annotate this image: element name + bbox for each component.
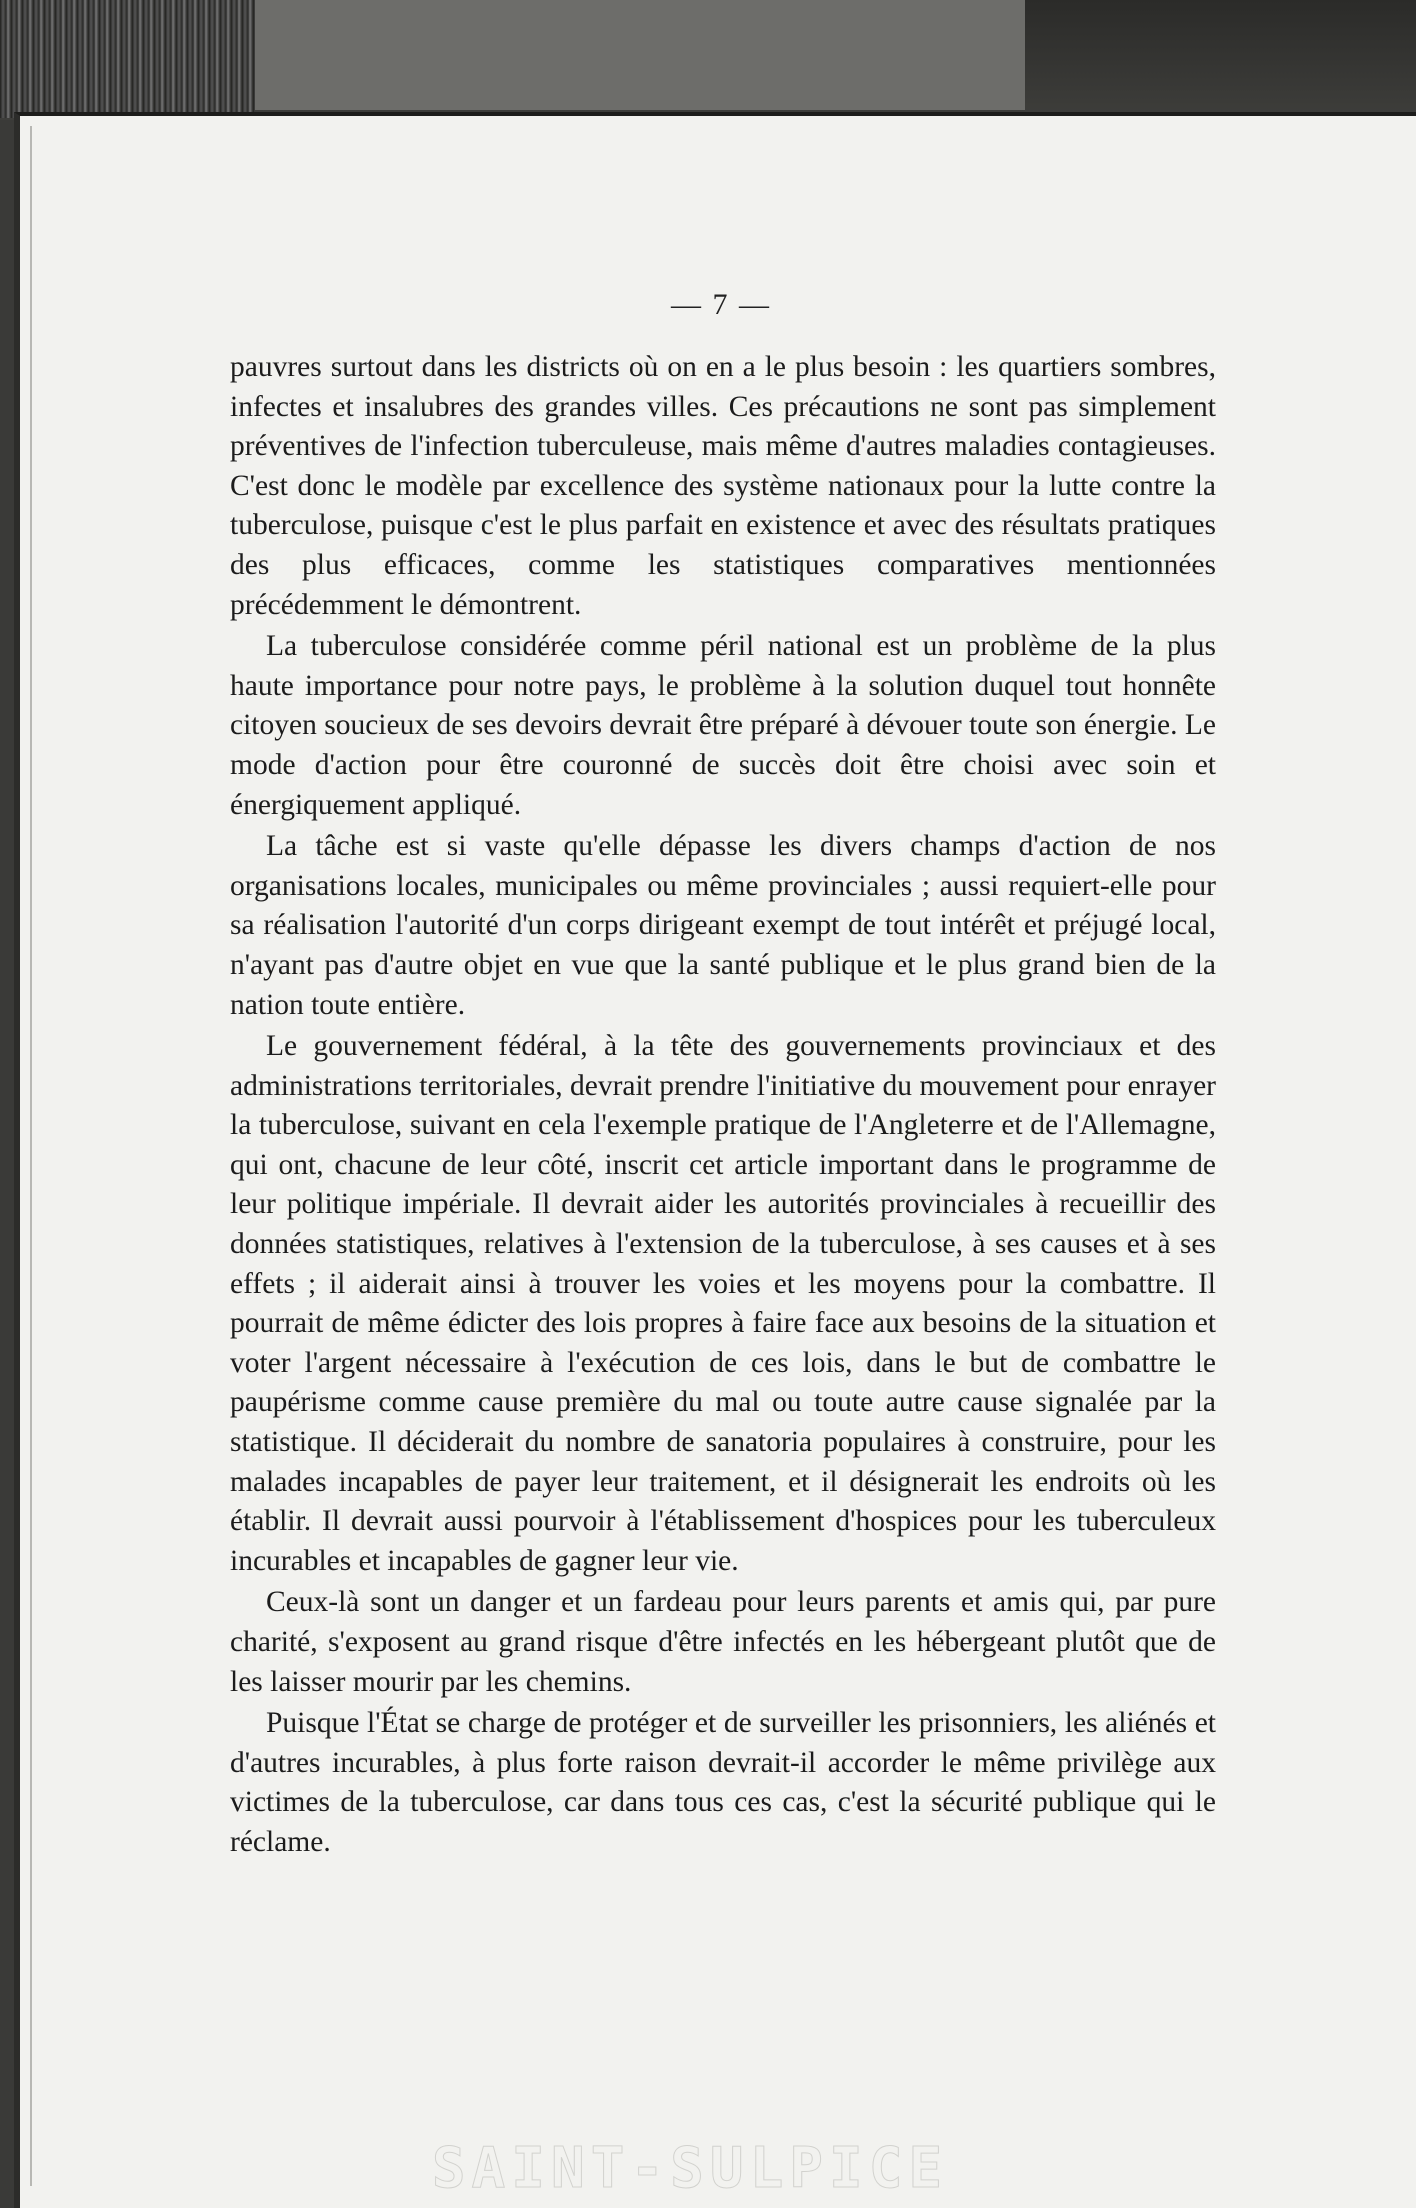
body-text (230, 348, 1216, 1865)
paragraph-5: Ceux-là sont un danger et un fardeau pour leurs parents et amis qui, par pure charité, s'exposent au grand risque d'être infectés en les hébergeant plutôt que de les laisser mourir par les chemins. (230, 1586, 1216, 1698)
page-fold-shadow (30, 126, 32, 2186)
book-binding (0, 0, 255, 118)
library-perforation-stamp: SAINT-SULPICE (431, 2136, 949, 2201)
facing-page-edge (255, 0, 1025, 110)
paragraph-1: pauvres surtout dans les districts où on en a le plus besoin : les quartiers sombres, infectes et insalubres des grandes villes. Ces précautions ne sont pas simplement préventives de l'infection tuberculeuse, mais même d'autres maladies contagieuses. C'est donc le modèle par excellence des système nationaux pour la lutte contre la tuberculose, puisque c'est le plus parfait en existence et avec des résultats pratiques des plus efficaces, comme les statistiques comparatives mentionnées précédemment le démontrent. (230, 351, 1216, 621)
paragraph-4: Le gouvernement fédéral, à la tête des gouvernements provinciaux et des administrations territoriales, devrait prendre l'initiative du mouvement pour enrayer la tuberculose, suivant en cela l'exemple pratique de l'Angleterre et de l'Allemagne, qui ont, chacune de leur côté, inscrit cet article important dans le programme de leur politique impériale. Il devrait aider les autorités provinciales à recueillir des données statistiques, relatives à l'extension de la tuberculose, à ses causes et à ses effets ; il aiderait ainsi à trouver les voies et les moyens pour la combattre. Il pourrait de même édicter des lois propres à faire face aux besoins de la situation et voter l'argent nécessaire à l'exécution de ces lois, dans le but de combattre le paupérisme comme cause première du mal ou toute autre cause signalée par la statistique. Il déciderait du nombre de sanatoria populaires à construire, pour les malades incapables de payer leur traitement, et il désignerait les endroits où les établir. Il devrait aussi pourvoir à l'établissement d'hospices pour les tuberculeux incurables et incapables de gagner leur vie. (230, 1030, 1216, 1577)
paragraph-2: La tuberculose considérée comme péril national est un problème de la plus haute importance pour notre pays, le problème à la solution duquel tout honnête citoyen soucieux de ses devoirs devrait être préparé à dévouer toute son énergie. Le mode d'action pour être couronné de succès doit être choisi avec soin et énergiquement appliqué. (230, 630, 1216, 821)
document-page (14, 112, 1416, 2208)
paragraph-3: La tâche est si vaste qu'elle dépasse les divers champs d'action de nos organisations locales, municipales ou même provinciales ; aussi requiert-elle pour sa réalisation l'autorité d'un corps dirigeant exempt de tout intérêt et préjugé local, n'ayant pas d'autre objet en vue que la santé publique et le plus grand bien de la nation toute entière. (230, 830, 1216, 1021)
page-number: — 7 — (671, 288, 771, 321)
paragraph-6: Puisque l'État se charge de protéger et de surveiller les prisonniers, les aliénés et d'autres incurables, à plus forte raison devrait-il accorder le même privilège aux victimes de la tuberculose, car dans tous ces cas, c'est la sécurité publique qui le réclame. (230, 1707, 1216, 1858)
